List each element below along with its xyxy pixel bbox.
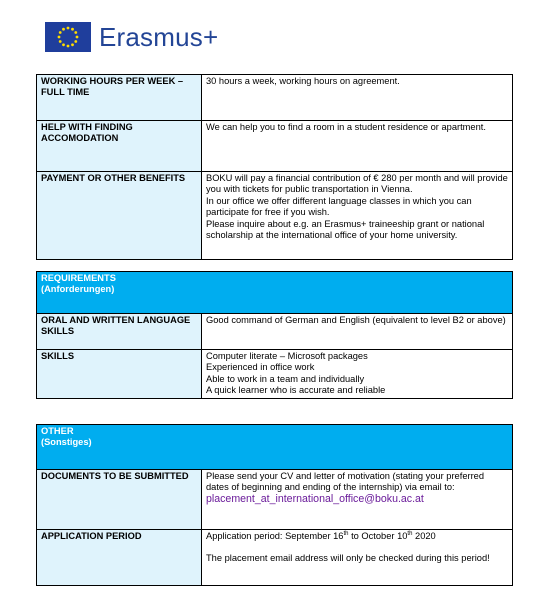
documents-label: DOCUMENTS TO BE SUBMITTED: [37, 470, 202, 530]
conditions-table: [36, 74, 513, 260]
table-row: [37, 75, 513, 121]
payment-line: Please inquire about e.g. an Erasmus+ traineeship grant or national scholarship at the international office of your home university.: [206, 218, 485, 241]
language-skills-label: ORAL AND WRITTEN LANGUAGE SKILLS: [37, 314, 202, 350]
requirements-table: [36, 271, 513, 399]
skill-item: Experienced in office work: [206, 362, 315, 373]
requirements-header: [37, 272, 513, 314]
table-row: [37, 121, 513, 172]
logo-text: Erasmus+: [99, 21, 219, 52]
table-row: [37, 172, 513, 260]
payment-line: BOKU will pay a financial contribution of € 280 per month and will provide you with tickets for public transportation in Vienna.: [206, 173, 508, 195]
payment-label: PAYMENT OR OTHER BENEFITS: [37, 172, 202, 260]
placement-email-link[interactable]: placement_at_international_office@boku.ac.at: [206, 492, 424, 505]
skill-item: Able to work in a team and individually: [206, 373, 365, 384]
language-skills-value: Good command of German and English (equivalent to level B2 or above): [202, 314, 513, 350]
table-row: [37, 530, 513, 586]
accommodation-value: We can help you to find a room in a student residence or apartment.: [202, 121, 513, 172]
payment-value: [202, 172, 513, 260]
eu-flag-icon: [45, 22, 91, 52]
table-row: [37, 470, 513, 530]
documents-text: Please send your CV and letter of motivation (stating your preferred dates of beginning and ending of the internship) via email to:: [206, 471, 485, 493]
skills-label: SKILLS: [37, 350, 202, 399]
other-table: [36, 424, 513, 586]
requirements-title: REQUIREMENTS: [41, 273, 116, 283]
skill-item: Computer literate – Microsoft packages: [206, 351, 368, 361]
working-hours-label: WORKING HOURS PER WEEK – FULL TIME: [37, 75, 202, 121]
application-period-label: APPLICATION PERIOD: [37, 530, 202, 586]
other-subtitle: (Sonstiges): [41, 437, 92, 448]
other-title: OTHER: [41, 426, 74, 436]
table-row: [37, 350, 513, 399]
application-note: The placement email address will only be checked during this period!: [206, 553, 490, 564]
accommodation-label: HELP WITH FINDING ACCOMODATION: [37, 121, 202, 172]
table-row: [37, 314, 513, 350]
working-hours-value: 30 hours a week, working hours on agreement.: [202, 75, 513, 121]
other-header: [37, 425, 513, 470]
application-period-value: [202, 530, 513, 586]
documents-value: [202, 470, 513, 530]
requirements-subtitle: (Anforderungen): [41, 284, 115, 295]
skill-item: A quick learner who is accurate and reliable: [206, 385, 386, 396]
erasmus-logo: [45, 22, 218, 52]
application-dates: Application period: September 16th to October 10th 2020: [206, 530, 436, 541]
skills-value: [202, 350, 513, 399]
payment-line: In our office we offer different language classes in which you can participate for free if you wish.: [206, 195, 472, 218]
